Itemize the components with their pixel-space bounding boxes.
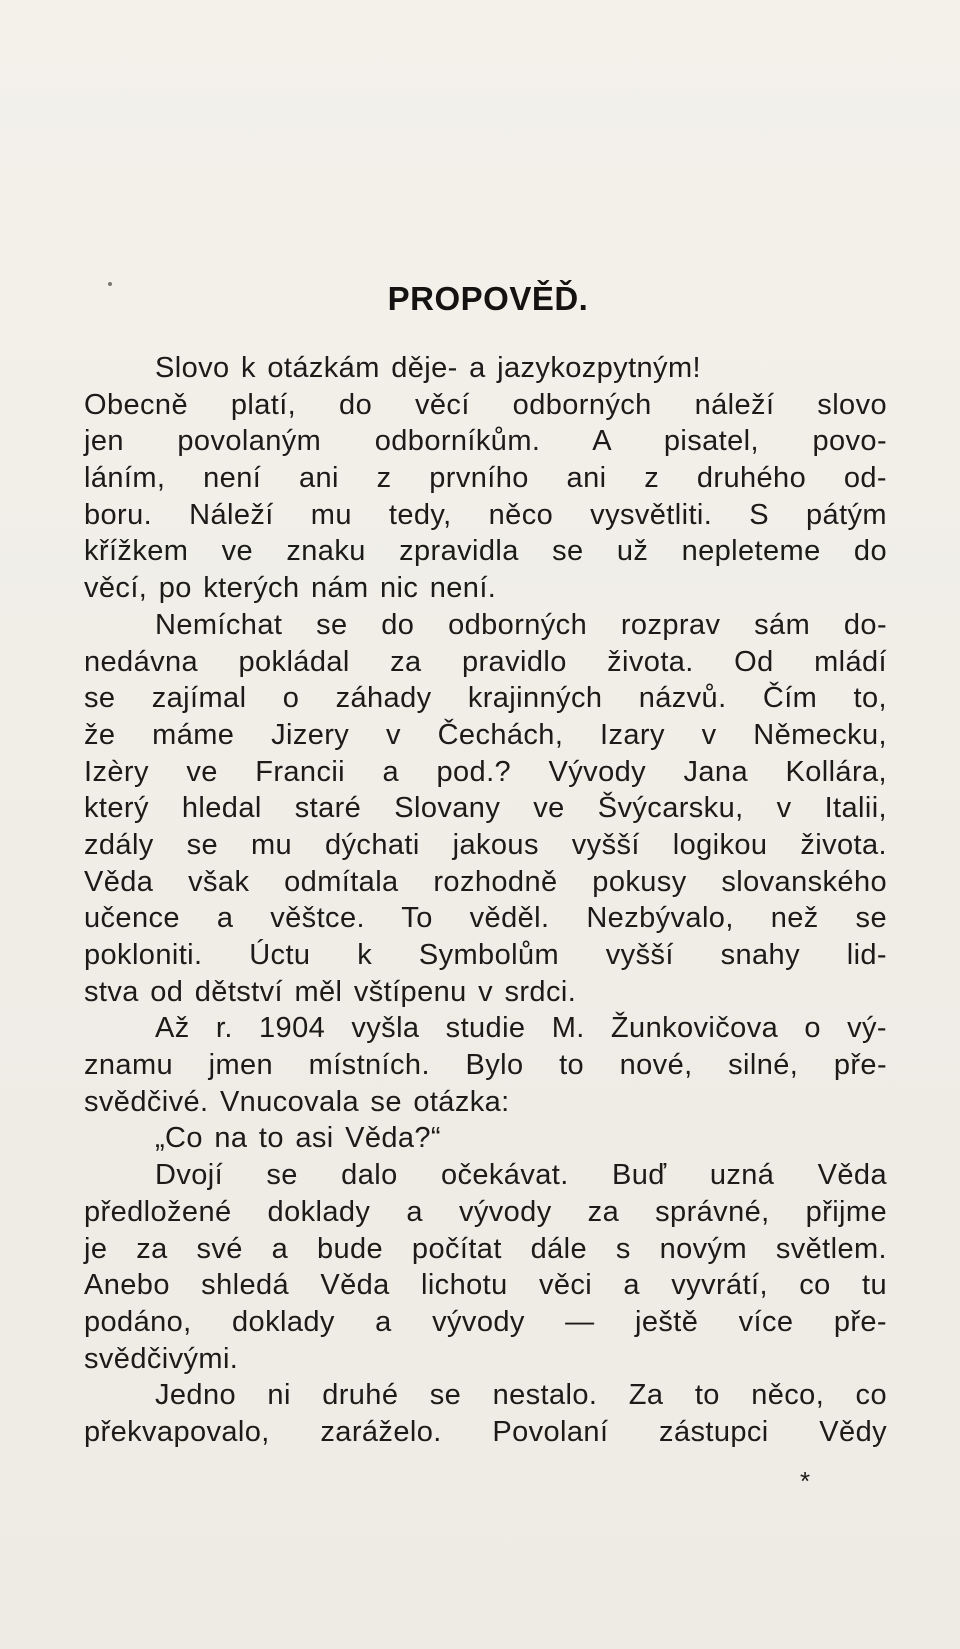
text-line: překvapovalo, zaráželo. Povolaní zástupci Vědy: [84, 1415, 887, 1448]
text-line: pokloniti. Úctu k Symbolům vyšší snahy lid-: [84, 939, 887, 971]
text-line: stva od dětství měl vštípenu v srdci.: [84, 975, 577, 1008]
text-line: svědčivými.: [84, 1342, 239, 1375]
text-line: Obecně platí, do věcí odborných náleží slovo: [84, 388, 887, 421]
text-line: nedávna pokládal za pravidlo života. Od mládí: [84, 645, 887, 678]
text-line: Anebo shledá Věda lichotu věci a vyvrátí, co tu: [84, 1269, 887, 1302]
text-line: „Co na to asi Věda?“: [155, 1122, 441, 1155]
signature-mark: *: [800, 1466, 811, 1496]
text-line: předložené doklady a vývody za správné, přijme: [84, 1195, 887, 1228]
body-text: [84, 350, 887, 1451]
text-line: Dvojí se dalo očekávat. Buď uzná Věda: [155, 1159, 887, 1192]
text-line: křížkem ve znaku zpravidla se už nepleteme do: [84, 535, 887, 568]
text-line: zdály se mu dýchati jakous vyšší logikou života.: [84, 828, 887, 861]
text-line: je za své a bude počítat dále s novým světlem.: [84, 1232, 887, 1265]
text-line: láním, není ani z prvního ani z druhého od-: [84, 462, 887, 495]
text-line: podáno, doklady a vývody — ještě více pře-: [84, 1305, 887, 1338]
heading-text: PROPOVĚĎ.: [387, 280, 589, 317]
text-line: Izèry ve Francii a pod.? Vývody Jana Kollára,: [84, 755, 887, 788]
text-line: věcí, po kterých nám nic není.: [84, 572, 497, 605]
text-line: Slovo k otázkám děje- a jazykozpytným!: [155, 352, 701, 384]
text-line: svědčivé. Vnucovala se otázka:: [84, 1085, 510, 1118]
text-line: se zajímal o záhady krajinných názvů. Čím to,: [84, 682, 887, 715]
text-line: boru. Náleží mu tedy, něco vysvětliti. S pátým: [84, 498, 887, 531]
text-line: jen povolaným odborníkům. A pisatel, povo-: [84, 425, 887, 458]
page-heading: [0, 282, 960, 315]
text-line: Nemíchat se do odborných rozprav sám do-: [155, 608, 887, 641]
text-line: učence a věštce. To věděl. Nezbývalo, než se: [84, 902, 887, 935]
text-line: znamu jmen místních. Bylo to nové, silné, pře-: [84, 1049, 887, 1082]
text-line: Až r. 1904 vyšla studie M. Žunkovičova o vý-: [155, 1012, 887, 1045]
text-line: že máme Jizery v Čechách, Izary v Německu,: [84, 718, 887, 751]
text-line: Jedno ni druhé se nestalo. Za to něco, co: [155, 1379, 887, 1412]
text-line: který hledal staré Slovany ve Švýcarsku, v Italii,: [84, 792, 887, 825]
text-line: Věda však odmítala rozhodně pokusy slovanského: [84, 865, 887, 898]
